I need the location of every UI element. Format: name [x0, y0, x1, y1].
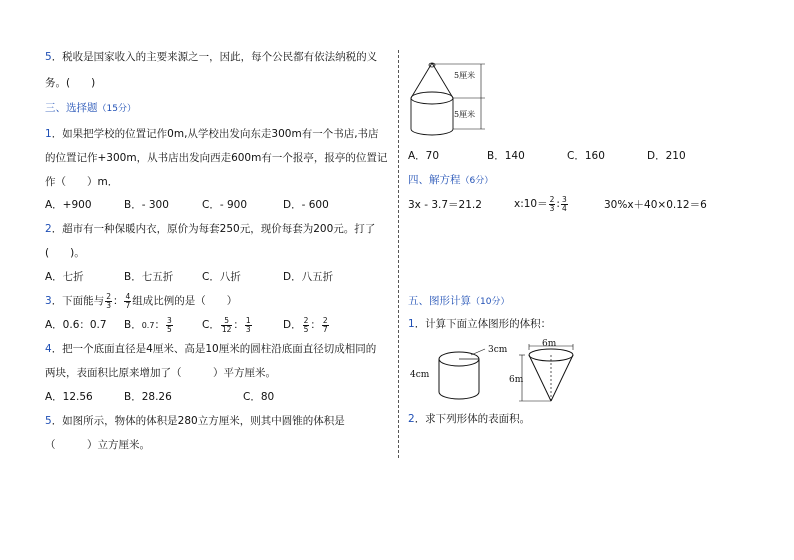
q3-line1 — [45, 292, 237, 310]
q5-option-b: B．140 — [487, 150, 525, 162]
numerator: 3 — [166, 315, 172, 325]
denominator: 12 — [221, 324, 232, 334]
q4-line2: 两块，表面积比原来增加了（ ）平方厘米。 — [45, 367, 276, 379]
q1-option-b: B．- 300 — [124, 199, 169, 211]
fig1-label-top: 5厘米 — [454, 71, 476, 80]
denominator: 3 — [549, 203, 555, 213]
question-number: 4 — [45, 343, 52, 355]
ratio-term: 0.7 — [141, 321, 155, 330]
q1-option-c: C．- 900 — [202, 199, 247, 211]
numerator: 2 — [303, 315, 309, 325]
question-text: ．如果把学校的位置记作0m,从学校出发向东走300m有一个书店,书店 — [51, 128, 379, 140]
question-number: 2 — [45, 223, 52, 235]
question-text: ．把一个底面直径是4厘米、高是10厘米的圆柱沿底面直径切成相同的 — [51, 343, 377, 355]
fig1-label-bottom: 5厘米 — [454, 110, 476, 119]
colon: : — [556, 198, 560, 210]
section-score: （15分） — [97, 104, 136, 114]
q3-option-c — [202, 316, 253, 334]
colon: ： — [233, 319, 244, 331]
question-text: ．计算下面立体图形的体积： — [414, 318, 552, 330]
option-letter: B． — [124, 319, 142, 331]
equation-1: 3x - 3.7＝21.2 — [408, 199, 482, 211]
denominator: 3 — [106, 300, 111, 310]
q5-option-a: A．70 — [408, 150, 440, 162]
q5-line1 — [45, 414, 345, 428]
q4-option-a: A．12.56 — [45, 391, 93, 403]
section-score: （6分） — [460, 176, 494, 186]
section-title: 三、选择题 — [45, 102, 98, 114]
colon: ： — [112, 295, 124, 307]
question-number: 2 — [408, 413, 415, 425]
q4-option-c: C．80 — [243, 391, 275, 403]
section-3-heading — [45, 101, 136, 116]
q5-option-d: D．210 — [647, 150, 686, 162]
fraction — [124, 293, 131, 310]
q1-line2: 的位置记作+300m，从书店出发向西走600m有一个报亭，报亭的位置记 — [45, 152, 388, 164]
question-text: 组成比例的是（ ） — [132, 295, 238, 307]
judge-q5-line1 — [45, 50, 377, 64]
q1-line3: 作（ ）m． — [45, 176, 119, 188]
q1-option-d: D．- 600 — [283, 199, 329, 211]
question-number: 1 — [408, 318, 415, 330]
section-title: 五、图形计算 — [408, 295, 471, 307]
column-divider — [398, 50, 399, 458]
q2-line2: ( )。 — [45, 247, 85, 259]
fraction — [166, 317, 173, 334]
q1-option-a: A．+900 — [45, 199, 92, 211]
denominator: 5 — [166, 324, 172, 334]
section-title: 四、解方程 — [408, 174, 461, 186]
g2-line — [408, 412, 530, 426]
q5-option-c: C．160 — [567, 150, 605, 162]
cylinder-diameter-label: 3cm — [488, 345, 508, 355]
q2-line1 — [45, 222, 375, 236]
numerator: 1 — [245, 315, 251, 325]
q3-option-a: A．0.6：0.7 — [45, 319, 107, 331]
judge-q5-line2: 务。( ) — [45, 77, 96, 89]
q2-option-b: B．七五折 — [124, 271, 174, 283]
cylinder-height-label: 4cm — [410, 370, 430, 380]
q1-line1 — [45, 127, 379, 141]
numerator: 2 — [106, 291, 111, 301]
equation-3: 30%x＋40×0.12＝6 — [604, 199, 707, 211]
option-letter: D． — [283, 319, 302, 331]
cone-height-label: 6m — [509, 375, 524, 385]
q3-option-d — [283, 316, 330, 334]
fraction — [303, 317, 310, 334]
question-text: ．如图所示，物体的体积是280立方厘米，则其中圆锥的体积是 — [51, 415, 345, 427]
fraction — [105, 293, 112, 310]
q2-option-a: A．七折 — [45, 271, 84, 283]
section-5-heading — [408, 294, 509, 309]
denominator: 7 — [322, 324, 328, 334]
numerator: 4 — [125, 291, 131, 301]
colon: ： — [154, 319, 165, 331]
q5-line2: （ ）立方厘米。 — [45, 439, 150, 451]
question-number: 5 — [45, 415, 52, 427]
q4-line1 — [45, 342, 376, 356]
q4-option-b: B．28.26 — [124, 391, 172, 403]
denominator: 5 — [303, 324, 309, 334]
question-text: ．税收是国家收入的主要来源之一，因此，每个公民都有依法纳税的义 — [51, 51, 378, 63]
denominator: 4 — [561, 203, 567, 213]
question-number: 3 — [45, 295, 52, 307]
fraction — [245, 317, 252, 334]
equation-2 — [514, 195, 569, 213]
section-score: （10分） — [471, 297, 510, 307]
q3-option-b — [124, 316, 174, 335]
colon: ： — [310, 319, 321, 331]
question-number: 5 — [45, 51, 52, 63]
g1-line — [408, 317, 551, 331]
numerator: 2 — [322, 315, 328, 325]
option-letter: C． — [202, 319, 220, 331]
numerator: 3 — [561, 194, 567, 204]
numerator: 2 — [549, 194, 555, 204]
q2-option-d: D．八五折 — [283, 271, 334, 283]
cone-on-cylinder-figure — [405, 56, 495, 138]
numerator: 5 — [221, 317, 233, 326]
question-text: ．超市有一种保暖内衣，原价为每套250元，现价每套为200元。打了 — [51, 223, 376, 235]
question-text: ．下面能与 — [51, 295, 105, 307]
cone-diameter-label: 6m — [542, 339, 557, 349]
fraction — [322, 317, 329, 334]
fraction — [549, 196, 556, 213]
question-text: ．求下列形体的表面积。 — [414, 413, 531, 425]
q2-option-c: C．八折 — [202, 271, 241, 283]
fraction — [221, 317, 233, 334]
section-4-heading — [408, 173, 493, 188]
fraction — [561, 196, 568, 213]
denominator: 3 — [245, 324, 251, 334]
question-number: 1 — [45, 128, 52, 140]
denominator: 7 — [125, 300, 131, 310]
equation-text: x:10＝ — [514, 198, 548, 210]
